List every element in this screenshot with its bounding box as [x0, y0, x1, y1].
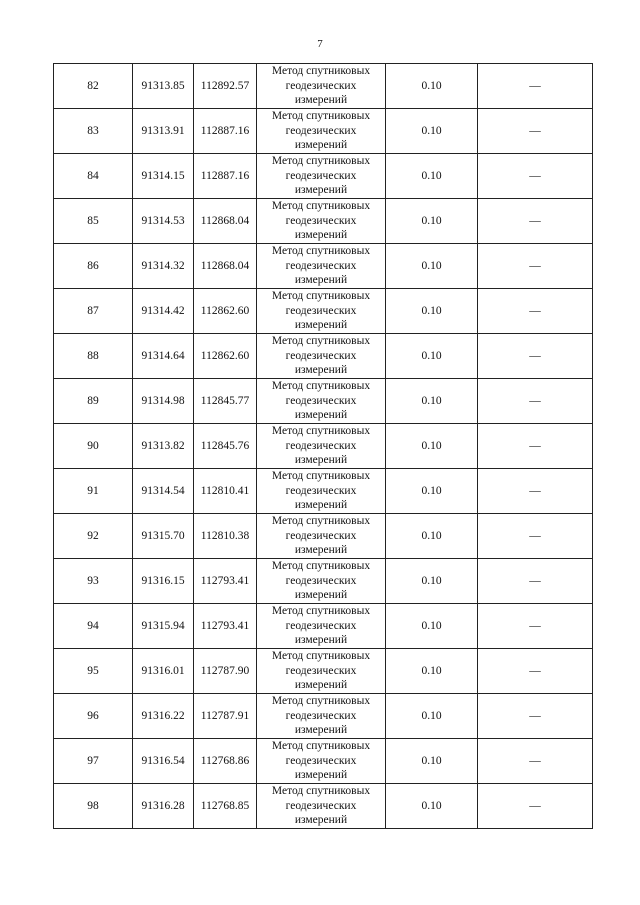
note-cell: — — [478, 244, 593, 289]
point-number-cell: 85 — [54, 199, 133, 244]
x-coordinate-cell: 91314.64 — [133, 334, 194, 379]
x-coordinate-cell: 91314.42 — [133, 289, 194, 334]
note-cell: — — [478, 424, 593, 469]
table-row — [54, 469, 593, 514]
coordinates-table — [53, 63, 593, 829]
method-cell — [257, 64, 386, 109]
method-line: Метод спутниковых — [271, 470, 371, 483]
table-row — [54, 694, 593, 739]
x-coordinate-cell: 91315.94 — [133, 604, 194, 649]
method-cell — [257, 649, 386, 694]
method-line: измерений — [294, 184, 348, 197]
method-cell — [257, 469, 386, 514]
method-line: измерений — [294, 94, 348, 107]
method-line: геодезических — [285, 799, 357, 812]
method-line: Метод спутниковых — [271, 200, 371, 213]
y-coordinate-cell: 112845.77 — [194, 379, 257, 424]
accuracy-cell: 0.10 — [386, 514, 478, 559]
method-line: измерений — [294, 454, 348, 467]
page-number: 7 — [317, 38, 323, 50]
method-line: измерений — [294, 769, 348, 782]
x-coordinate-cell: 91316.01 — [133, 649, 194, 694]
table-row — [54, 604, 593, 649]
method-cell — [257, 514, 386, 559]
method-cell — [257, 334, 386, 379]
table-row — [54, 559, 593, 604]
accuracy-cell: 0.10 — [386, 244, 478, 289]
y-coordinate-cell: 112787.90 — [194, 649, 257, 694]
note-cell: — — [478, 199, 593, 244]
method-line: Метод спутниковых — [271, 425, 371, 438]
accuracy-cell: 0.10 — [386, 109, 478, 154]
accuracy-cell: 0.10 — [386, 379, 478, 424]
method-line: измерений — [294, 544, 348, 557]
accuracy-cell: 0.10 — [386, 424, 478, 469]
method-line: Метод спутниковых — [271, 155, 371, 168]
point-number-cell: 86 — [54, 244, 133, 289]
note-cell: — — [478, 334, 593, 379]
note-cell: — — [478, 649, 593, 694]
accuracy-cell: 0.10 — [386, 64, 478, 109]
point-number-cell: 96 — [54, 694, 133, 739]
y-coordinate-cell: 112810.41 — [194, 469, 257, 514]
accuracy-cell: 0.10 — [386, 289, 478, 334]
y-coordinate-cell: 112793.41 — [194, 604, 257, 649]
y-coordinate-cell: 112768.85 — [194, 784, 257, 829]
y-coordinate-cell: 112787.91 — [194, 694, 257, 739]
point-number-cell: 88 — [54, 334, 133, 379]
method-line: Метод спутниковых — [271, 605, 371, 618]
method-line: геодезических — [285, 79, 357, 92]
table-row — [54, 514, 593, 559]
method-line: геодезических — [285, 664, 357, 677]
method-cell — [257, 559, 386, 604]
note-cell: — — [478, 379, 593, 424]
y-coordinate-cell: 112868.04 — [194, 244, 257, 289]
method-line: геодезических — [285, 349, 357, 362]
method-cell — [257, 604, 386, 649]
point-number-cell: 83 — [54, 109, 133, 154]
accuracy-cell: 0.10 — [386, 739, 478, 784]
point-number-cell: 97 — [54, 739, 133, 784]
method-line: геодезических — [285, 439, 357, 452]
accuracy-cell: 0.10 — [386, 334, 478, 379]
method-line: измерений — [294, 679, 348, 692]
x-coordinate-cell: 91314.54 — [133, 469, 194, 514]
method-line: измерений — [294, 319, 348, 332]
point-number-cell: 94 — [54, 604, 133, 649]
method-line: Метод спутниковых — [271, 560, 371, 573]
table-row — [54, 154, 593, 199]
method-line: геодезических — [285, 214, 357, 227]
table-row — [54, 64, 593, 109]
y-coordinate-cell: 112768.86 — [194, 739, 257, 784]
table-row — [54, 289, 593, 334]
x-coordinate-cell: 91316.54 — [133, 739, 194, 784]
method-line: Метод спутниковых — [271, 290, 371, 303]
x-coordinate-cell: 91313.91 — [133, 109, 194, 154]
point-number-cell: 98 — [54, 784, 133, 829]
point-number-cell: 84 — [54, 154, 133, 199]
method-line: Метод спутниковых — [271, 65, 371, 78]
y-coordinate-cell: 112862.60 — [194, 289, 257, 334]
table-row — [54, 784, 593, 829]
accuracy-cell: 0.10 — [386, 154, 478, 199]
method-line: измерений — [294, 409, 348, 422]
point-number-cell: 89 — [54, 379, 133, 424]
accuracy-cell: 0.10 — [386, 649, 478, 694]
method-line: Метод спутниковых — [271, 110, 371, 123]
note-cell: — — [478, 739, 593, 784]
note-cell: — — [478, 514, 593, 559]
method-cell — [257, 424, 386, 469]
y-coordinate-cell: 112868.04 — [194, 199, 257, 244]
point-number-cell: 92 — [54, 514, 133, 559]
accuracy-cell: 0.10 — [386, 469, 478, 514]
method-line: измерений — [294, 499, 348, 512]
note-cell: — — [478, 64, 593, 109]
point-number-cell: 82 — [54, 64, 133, 109]
x-coordinate-cell: 91314.98 — [133, 379, 194, 424]
note-cell: — — [478, 109, 593, 154]
method-cell — [257, 739, 386, 784]
method-cell — [257, 244, 386, 289]
y-coordinate-cell: 112887.16 — [194, 109, 257, 154]
method-cell — [257, 379, 386, 424]
x-coordinate-cell: 91314.32 — [133, 244, 194, 289]
method-line: Метод спутниковых — [271, 380, 371, 393]
method-line: измерений — [294, 364, 348, 377]
x-coordinate-cell: 91316.15 — [133, 559, 194, 604]
method-line: измерений — [294, 724, 348, 737]
table-row — [54, 109, 593, 154]
method-line: Метод спутниковых — [271, 335, 371, 348]
note-cell: — — [478, 289, 593, 334]
note-cell: — — [478, 469, 593, 514]
method-line: геодезических — [285, 169, 357, 182]
method-line: измерений — [294, 634, 348, 647]
x-coordinate-cell: 91316.22 — [133, 694, 194, 739]
x-coordinate-cell: 91316.28 — [133, 784, 194, 829]
method-line: геодезических — [285, 574, 357, 587]
table-row — [54, 199, 593, 244]
method-line: геодезических — [285, 124, 357, 137]
method-line: Метод спутниковых — [271, 245, 371, 258]
method-cell — [257, 199, 386, 244]
x-coordinate-cell: 91313.82 — [133, 424, 194, 469]
note-cell: — — [478, 784, 593, 829]
point-number-cell: 90 — [54, 424, 133, 469]
method-line: геодезических — [285, 304, 357, 317]
method-line: Метод спутниковых — [271, 695, 371, 708]
method-line: геодезических — [285, 754, 357, 767]
method-line: геодезических — [285, 394, 357, 407]
x-coordinate-cell: 91314.53 — [133, 199, 194, 244]
method-line: Метод спутниковых — [271, 785, 371, 798]
y-coordinate-cell: 112887.16 — [194, 154, 257, 199]
method-line: Метод спутниковых — [271, 650, 371, 663]
point-number-cell: 95 — [54, 649, 133, 694]
method-cell — [257, 784, 386, 829]
method-line: геодезических — [285, 484, 357, 497]
method-line: Метод спутниковых — [271, 515, 371, 528]
x-coordinate-cell: 91315.70 — [133, 514, 194, 559]
accuracy-cell: 0.10 — [386, 694, 478, 739]
table-row — [54, 244, 593, 289]
accuracy-cell: 0.10 — [386, 199, 478, 244]
x-coordinate-cell: 91314.15 — [133, 154, 194, 199]
method-line: геодезических — [285, 619, 357, 632]
x-coordinate-cell: 91313.85 — [133, 64, 194, 109]
table-row — [54, 739, 593, 784]
method-line: геодезических — [285, 529, 357, 542]
table-row — [54, 424, 593, 469]
table-row — [54, 334, 593, 379]
y-coordinate-cell: 112793.41 — [194, 559, 257, 604]
method-line: Метод спутниковых — [271, 740, 371, 753]
point-number-cell: 93 — [54, 559, 133, 604]
method-cell — [257, 154, 386, 199]
note-cell: — — [478, 604, 593, 649]
point-number-cell: 87 — [54, 289, 133, 334]
table-body — [54, 64, 593, 829]
table-row — [54, 379, 593, 424]
method-cell — [257, 289, 386, 334]
y-coordinate-cell: 112845.76 — [194, 424, 257, 469]
method-line: измерений — [294, 274, 348, 287]
table-row — [54, 649, 593, 694]
y-coordinate-cell: 112862.60 — [194, 334, 257, 379]
y-coordinate-cell: 112810.38 — [194, 514, 257, 559]
y-coordinate-cell: 112892.57 — [194, 64, 257, 109]
method-line: измерений — [294, 589, 348, 602]
method-line: измерений — [294, 229, 348, 242]
method-cell — [257, 694, 386, 739]
note-cell: — — [478, 559, 593, 604]
method-cell — [257, 109, 386, 154]
accuracy-cell: 0.10 — [386, 604, 478, 649]
method-line: геодезических — [285, 259, 357, 272]
note-cell: — — [478, 154, 593, 199]
accuracy-cell: 0.10 — [386, 784, 478, 829]
method-line: измерений — [294, 814, 348, 827]
method-line: измерений — [294, 139, 348, 152]
accuracy-cell: 0.10 — [386, 559, 478, 604]
point-number-cell: 91 — [54, 469, 133, 514]
note-cell: — — [478, 694, 593, 739]
method-line: геодезических — [285, 709, 357, 722]
